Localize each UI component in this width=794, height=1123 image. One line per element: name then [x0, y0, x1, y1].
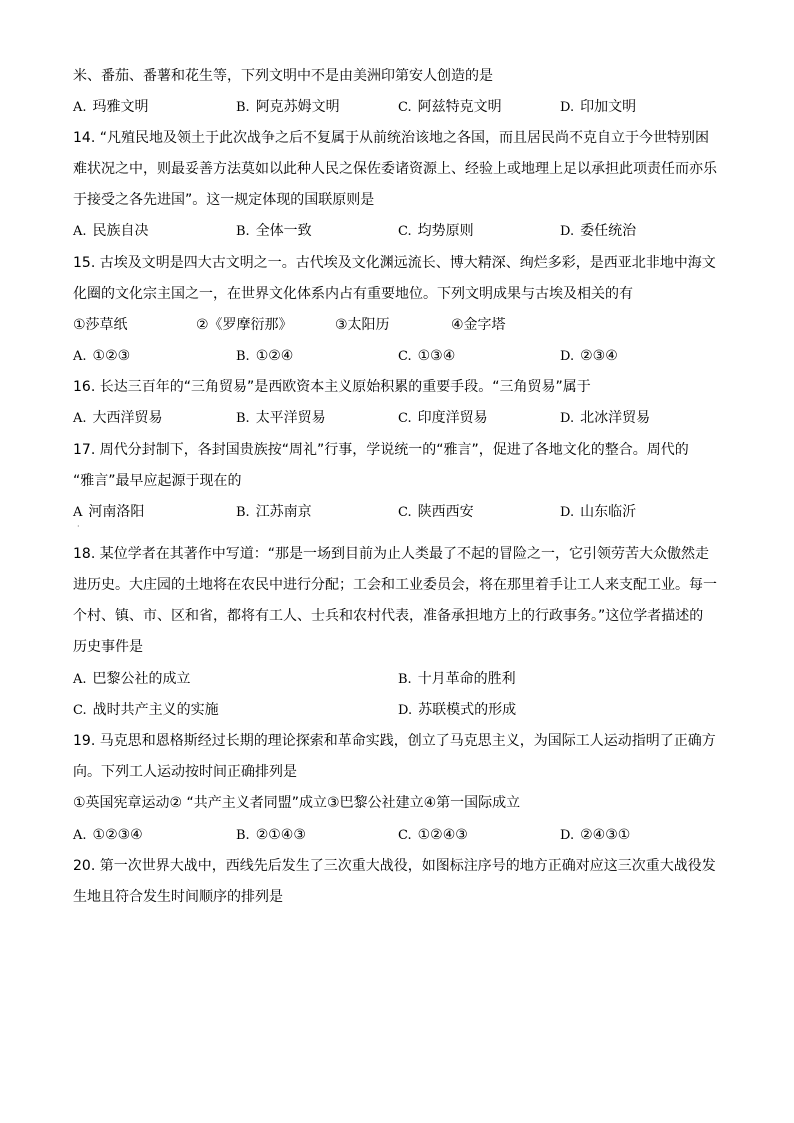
q19-option-b: B. ②①④③ — [236, 827, 306, 843]
q17-option-d: D. 山东临沂 — [560, 504, 637, 520]
q17-option-b: B. 江苏南京 — [236, 504, 312, 520]
q20-stem-line-2: 生地且符合发生时间顺序的排列是 — [73, 889, 283, 905]
q15-items — [73, 315, 733, 335]
q15-item-4: ④金字塔 — [451, 317, 506, 333]
q18-options-row-1 — [73, 669, 733, 689]
q18-stem-line-4: 历史事件是 — [73, 639, 143, 655]
q16-option-a: A. 大西洋贸易 — [73, 410, 163, 426]
q14-option-b: B. 全体一致 — [236, 223, 312, 239]
q15-item-3: ③太阳历 — [335, 317, 390, 333]
q13-option-b: B. 阿克苏姆文明 — [236, 99, 340, 115]
q13-option-d: D. 印加文明 — [560, 99, 637, 115]
q13-stem-tail: 米、番茄、番薯和花生等，下列文明中不是由美洲印第安人创造的是 — [73, 68, 493, 84]
q13-options — [73, 97, 733, 117]
q15-option-a: A. ①②③ — [73, 348, 131, 364]
q19-stem-line-2: 向。下列工人运动按时间正确排列是 — [73, 764, 297, 780]
q15-stem-line-2: 化圈的文化宗主国之一，在世界文化体系内占有重要地位。下列文明成果与古埃及相关的有 — [73, 286, 633, 302]
q16-option-d: D. 北冰洋贸易 — [560, 410, 651, 426]
q16-option-c: C. 印度洋贸易 — [398, 410, 488, 426]
q19-options — [73, 825, 733, 845]
q15-option-c: C. ①③④ — [398, 348, 456, 364]
q15-option-d: D. ②③④ — [560, 348, 618, 364]
q13-option-a: A. 玛雅文明 — [73, 99, 149, 115]
q18-option-d: D. 苏联模式的形成 — [398, 702, 517, 718]
q14-options — [73, 221, 733, 241]
q17-stray-dot: · — [77, 522, 80, 531]
q14-stem-line-3: 于接受之各先进国”。这一规定体现的国联原则是 — [73, 192, 375, 208]
q19-stem-line-3: ①英国宪章运动② “共产主义者同盟”成立③巴黎公社建立④第一国际成立 — [73, 795, 521, 811]
q19-option-d: D. ②④③① — [560, 827, 631, 843]
q14-option-d: D. 委任统治 — [560, 223, 637, 239]
q17-options — [73, 502, 733, 522]
q14-option-a: A. 民族自决 — [73, 223, 149, 239]
q18-stem-line-1: 18. 某位学者在其著作中写道：“那是一场到目前为止人类最了不起的冒险之一，它引领劳苦大众傲然走 — [73, 546, 709, 562]
q14-option-c: C. 均势原则 — [398, 223, 474, 239]
q16-stem-line-1: 16. 长达三百年的“三角贸易”是西欧资本主义原始积累的重要手段。“三角贸易”属于 — [73, 379, 591, 395]
q15-item-2: ②《罗摩衍那》 — [196, 317, 293, 333]
q13-option-c: C. 阿兹特克文明 — [398, 99, 502, 115]
q19-option-a: A. ①②③④ — [73, 827, 143, 843]
q15-options — [73, 346, 733, 366]
q16-option-b: B. 太平洋贸易 — [236, 410, 326, 426]
q18-option-a: A. 巴黎公社的成立 — [73, 671, 191, 687]
q17-stem-line-1: 17. 周代分封制下，各封国贵族按“周礼”行事，学说统一的“雅言”，促进了各地文化的整合。周代的 — [73, 442, 689, 458]
q18-stem-line-2: 进历史。大庄园的土地将在农民中进行分配；工会和工业委员会，将在那里着手让工人来支配工业。每一 — [73, 577, 717, 593]
q20-stem-line-1: 20. 第一次世界大战中，西线先后发生了三次重大战役，如图标注序号的地方正确对应这三次重大战役发 — [73, 858, 716, 874]
q18-option-c: C. 战时共产主义的实施 — [73, 702, 219, 718]
q18-option-b: B. 十月革命的胜利 — [398, 671, 516, 687]
q19-stem-line-1: 19. 马克思和恩格斯经过长期的理论探索和革命实践，创立了马克思主义，为国际工人运动指明了正确方 — [73, 733, 716, 749]
q14-stem-line-2: 难状况之中，则最妥善方法莫如以此种人民之保佐委诸资源上、经验上或地理上足以承担此项责任而亦乐 — [73, 161, 717, 177]
q14-stem-line-1: 14. “凡殖民地及领土于此次战争之后不复属于从前统治该地之各国，而且居民尚不克自立于今世特别困 — [73, 130, 709, 146]
q17-stem-line-2: “雅言”最早应起源于现在的 — [73, 473, 242, 489]
q16-options — [73, 408, 733, 428]
q18-options-row-2 — [73, 700, 733, 720]
q15-stem-line-1: 15. 古埃及文明是四大古文明之一。古代埃及文化渊远流长、博大精深、绚烂多彩，是西亚北非地中海文 — [73, 255, 716, 271]
q17-option-c: C. 陕西西安 — [398, 504, 474, 520]
q18-stem-line-3: 个村、镇、市、区和省，都将有工人、士兵和农村代表，准备承担地方上的行政事务。”这位学者描述的 — [73, 608, 704, 624]
q15-option-b: B. ①②④ — [236, 348, 294, 364]
q19-option-c: C. ①②④③ — [398, 827, 468, 843]
q17-option-a: A 河南洛阳 — [73, 504, 145, 520]
q15-item-1: ①莎草纸 — [73, 317, 128, 333]
